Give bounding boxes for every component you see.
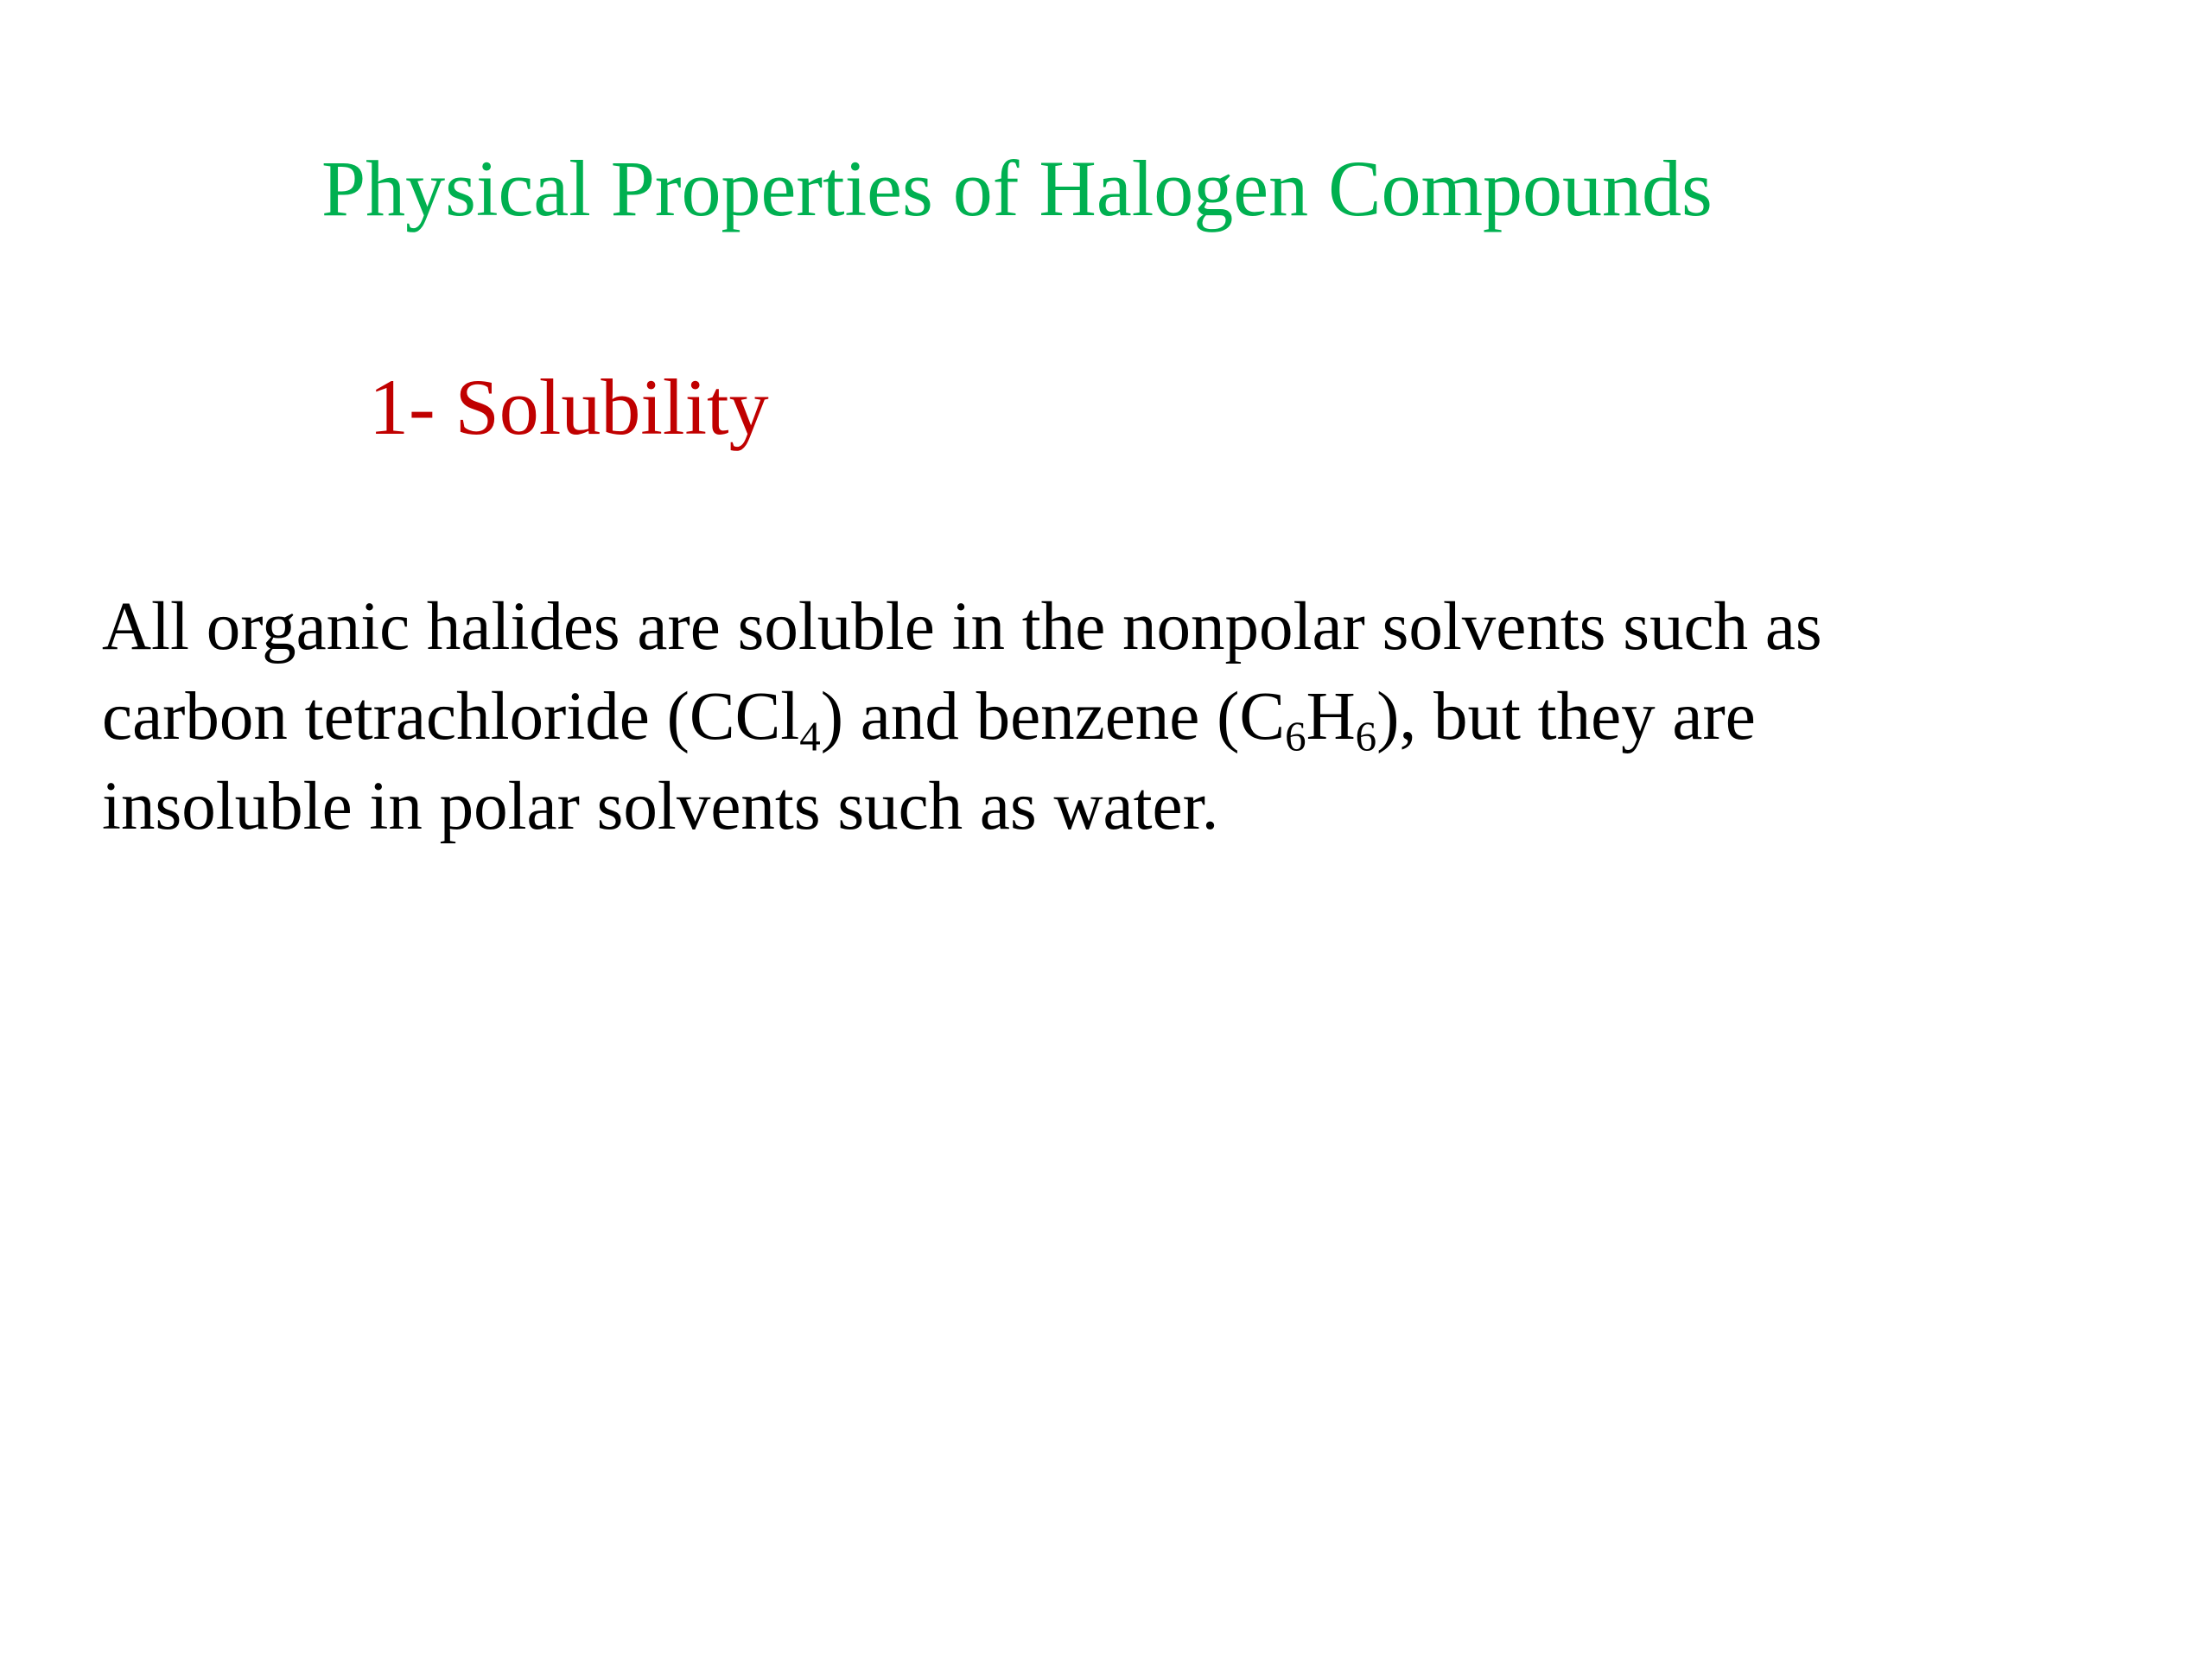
paragraph-line-3: insoluble in polar solvents such as water. bbox=[102, 769, 1219, 844]
text-segment: carbon tetrachloride (CCl bbox=[102, 679, 800, 754]
text-segment: ) and benzene (C bbox=[820, 679, 1286, 754]
text-segment: ), but they are bbox=[1376, 679, 1756, 754]
subscript: 6 bbox=[1355, 712, 1377, 760]
paragraph-line-1: All organic halides are soluble in the nonpolar solvents such as bbox=[102, 589, 1822, 664]
body-paragraph bbox=[102, 582, 2124, 852]
section-heading: 1- Solubility bbox=[369, 363, 769, 451]
slide-title: Physical Properties of Halogen Compounds bbox=[321, 144, 1713, 232]
paragraph-line-2 bbox=[102, 672, 2124, 762]
subscript: 6 bbox=[1285, 712, 1306, 760]
subscript: 4 bbox=[799, 712, 821, 760]
text-segment: H bbox=[1306, 679, 1356, 754]
